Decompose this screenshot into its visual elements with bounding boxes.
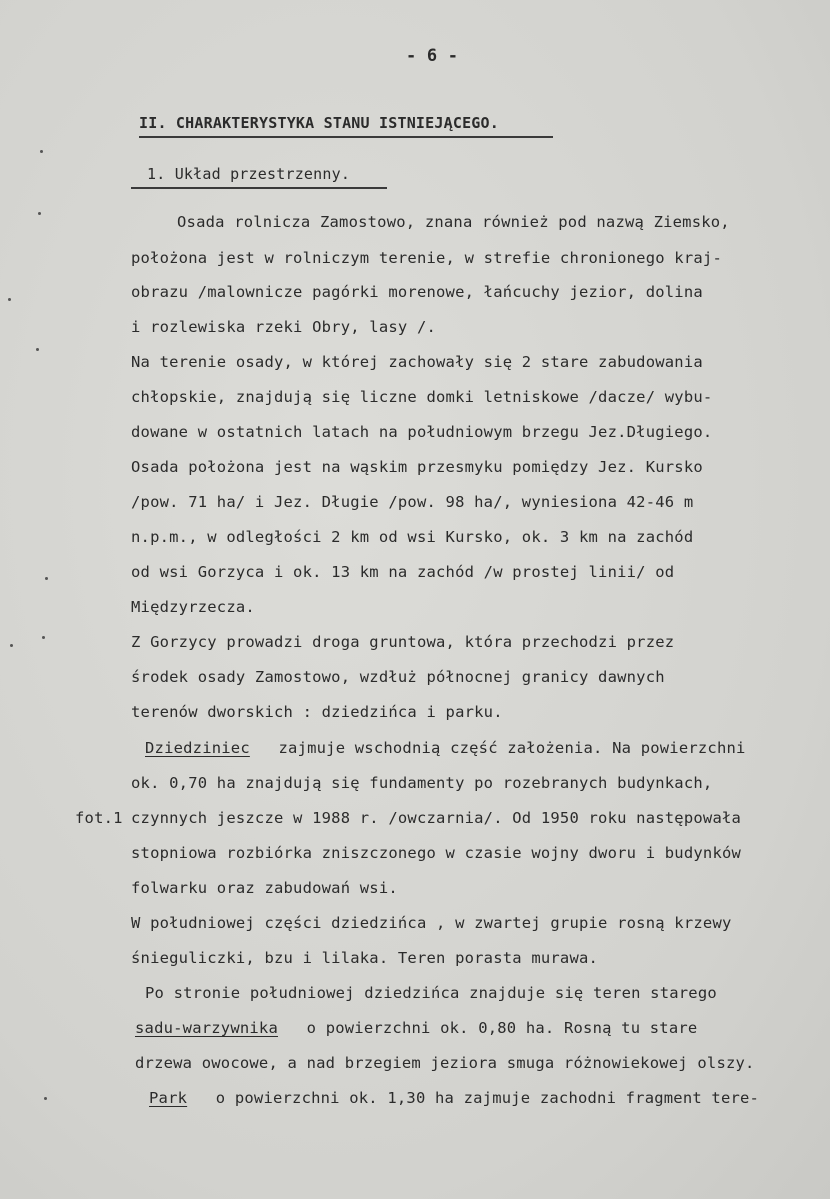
body-line: folwarku oraz zabudowań wsi. bbox=[131, 879, 398, 897]
body-line: dowane w ostatnich latach na południowym brzegu Jez.Długiego. bbox=[131, 423, 713, 441]
subsection-heading: 1. Układ przestrzenny. bbox=[147, 165, 351, 183]
body-line: czynnych jeszcze w 1988 r. /owczarnia/. Od 1950 roku następowała bbox=[131, 809, 742, 827]
scan-speck bbox=[8, 298, 11, 301]
sad-line bbox=[135, 1019, 697, 1037]
body-line: Z Gorzycy prowadzi droga gruntowa, która przechodzi przez bbox=[131, 633, 675, 651]
scan-speck bbox=[36, 348, 39, 351]
body-line: W południowej części dziedzińca , w zwartej grupie rosną krzewy bbox=[131, 914, 732, 932]
page-number: - 6 - bbox=[406, 46, 459, 66]
body-line: Międzyrzecza. bbox=[131, 598, 255, 616]
scan-speck bbox=[40, 150, 43, 153]
body-line: Osada położona jest na wąskim przesmyku pomiędzy Jez. Kursko bbox=[131, 458, 703, 476]
section-heading: II. CHARAKTERYSTYKA STANU ISTNIEJĄCEGO. bbox=[139, 114, 499, 132]
dziedziniec-rest: zajmuje wschodnią część założenia. Na powierzchni bbox=[278, 739, 746, 757]
scan-speck bbox=[45, 577, 48, 580]
section-heading-underline bbox=[139, 136, 553, 138]
scan-speck bbox=[44, 1097, 47, 1100]
body-line: Osada rolnicza Zamostowo, znana również pod nazwą Ziemsko, bbox=[177, 213, 730, 231]
body-line: stopniowa rozbiórka zniszczonego w czasie wojny dworu i budynków bbox=[131, 844, 742, 862]
body-line: obrazu /malownicze pagórki morenowe, łańcuchy jezior, dolina bbox=[131, 283, 703, 301]
term-dziedziniec: Dziedziniec bbox=[145, 739, 250, 757]
body-line: Na terenie osady, w której zachowały się 2 stare zabudowania bbox=[131, 353, 703, 371]
park-line bbox=[149, 1089, 759, 1107]
scan-speck bbox=[38, 212, 41, 215]
body-line: /pow. 71 ha/ i Jez. Długie /pow. 98 ha/, wyniesiona 42-46 m bbox=[131, 493, 694, 511]
body-line: terenów dworskich : dziedzińca i parku. bbox=[131, 703, 503, 721]
body-line: położona jest w rolniczym terenie, w strefie chronionego kraj- bbox=[131, 249, 722, 267]
body-line: śnieguliczki, bzu i lilaka. Teren porasta murawa. bbox=[131, 949, 599, 967]
body-line: Po stronie południowej dziedzińca znajduje się teren starego bbox=[145, 984, 717, 1002]
term-sad-warzywnik: sadu-warzywnika bbox=[135, 1019, 278, 1037]
body-line: drzewa owocowe, a nad brzegiem jeziora smuga różnowiekowej olszy. bbox=[135, 1054, 755, 1072]
sad-rest: o powierzchni ok. 0,80 ha. Rosną tu stare bbox=[306, 1019, 698, 1037]
body-line: od wsi Gorzyca i ok. 13 km na zachód /w prostej linii/ od bbox=[131, 563, 675, 581]
margin-note-photo: fot.1 bbox=[75, 809, 123, 827]
subsection-heading-underline bbox=[131, 187, 387, 189]
body-line: i rozlewiska rzeki Obry, lasy /. bbox=[131, 318, 437, 336]
body-line: chłopskie, znajdują się liczne domki letniskowe /dacze/ wybu- bbox=[131, 388, 713, 406]
park-rest: o powierzchni ok. 1,30 ha zajmuje zachodni fragment tere- bbox=[215, 1089, 760, 1107]
body-line: n.p.m., w odległości 2 km od wsi Kursko, ok. 3 km na zachód bbox=[131, 528, 694, 546]
scan-speck bbox=[10, 644, 13, 647]
dziedziniec-line bbox=[145, 739, 746, 757]
body-line: środek osady Zamostowo, wzdłuż północnej granicy dawnych bbox=[131, 668, 665, 686]
body-line: ok. 0,70 ha znajdują się fundamenty po rozebranych budynkach, bbox=[131, 774, 713, 792]
scan-speck bbox=[42, 636, 45, 639]
term-park: Park bbox=[149, 1089, 188, 1107]
